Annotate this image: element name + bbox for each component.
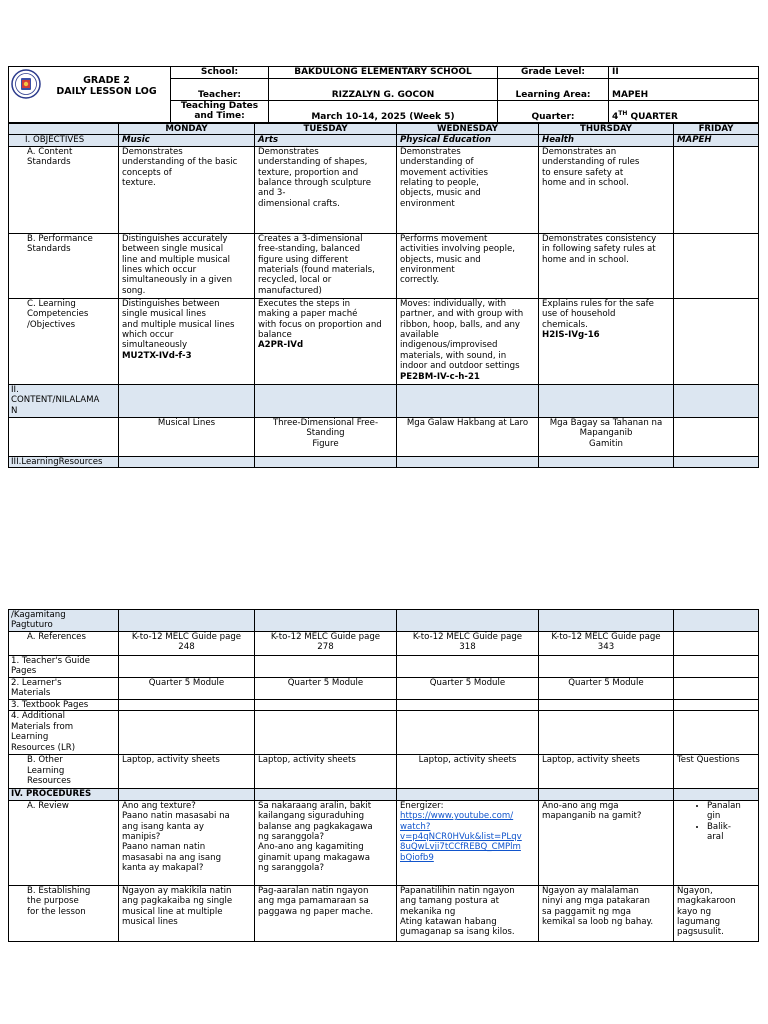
subject-health: Health [539, 135, 674, 146]
content-blank-wed [397, 384, 539, 417]
other-resources-wed: Laptop, activity sheets [397, 755, 539, 789]
content-topic-mon: Musical Lines [119, 417, 255, 456]
learners-materials-wed: Quarter 5 Module [397, 678, 539, 700]
content-standards-thu: Demonstrates an understanding of rules to ensure safety at home and in school. [539, 146, 674, 233]
other-resources-label: B. Other Learning Resources [9, 755, 119, 789]
review-fri-item: • Panalan gin [707, 801, 755, 822]
grade-level-value: II [609, 67, 759, 79]
quarter-label: Quarter: [498, 101, 609, 123]
subject-mapeh: MAPEH [674, 135, 759, 146]
am-tue [255, 711, 397, 755]
learning-area-label: Learning Area: [498, 79, 609, 101]
purpose-label: B. Establishing the purpose for the lesson [9, 885, 119, 941]
learning-area-value: MAPEH [609, 79, 759, 101]
energizer-video-link[interactable]: https://www.youtube.com/ watch? v=p4qNCR0HVuk&list=PLqv 8uQwLvji7tCCfREBQ_CMPlm bQiofb9 [400, 811, 522, 863]
tb-wed [397, 700, 539, 711]
content-standards-tue: Demonstrates understanding of shapes, texture, proportion and balance through sculpture and 3- dimensional crafts. [255, 146, 397, 233]
tg-thu [539, 656, 674, 678]
review-thu: Ano-ano ang mga mapanganib na gamit? [539, 800, 674, 885]
deped-seal-icon [11, 69, 41, 99]
content-blank-tue [255, 384, 397, 417]
competency-code-tue: A2PR-IVd [258, 340, 304, 351]
additional-materials-label: 4. Additional Materials from Learning Resources (LR) [9, 711, 119, 755]
references-thu: K-to-12 MELC Guide page 343 [539, 632, 674, 656]
corner-cell [9, 124, 119, 135]
res-blank-wed [397, 610, 539, 632]
learners-materials-fri [674, 678, 759, 700]
res-blank-thu [539, 610, 674, 632]
competency-code-thu: H2IS-IVg-16 [542, 330, 600, 341]
learners-materials-tue: Quarter 5 Module [255, 678, 397, 700]
subject-music: Music [119, 135, 255, 146]
references-wed: K-to-12 MELC Guide page 318 [397, 632, 539, 656]
day-monday: MONDAY [119, 124, 255, 135]
grade-title: GRADE 2 [83, 75, 130, 86]
purpose-tue: Pag-aaralan natin ngayon ang mga pamamaraan sa paggawa ng paper mache. [255, 885, 397, 941]
lesson-log-page-1 [8, 66, 758, 468]
procedures-label: IV. PROCEDURES [9, 789, 119, 800]
quarter-value: 4TH QUARTER [609, 101, 759, 123]
proc-blank-fri [674, 789, 759, 800]
teachers-guide-label: 1. Teacher's Guide Pages [9, 656, 119, 678]
learners-materials-mon: Quarter 5 Module [119, 678, 255, 700]
school-label: School: [171, 67, 269, 79]
title-cell [9, 67, 171, 123]
tg-fri [674, 656, 759, 678]
am-fri [674, 711, 759, 755]
review-mon: Ano ang texture? Paano natin masasabi na ang isang kanta ay manipis? Paano naman natin masasabi na ang isang kanta ay makapal? [119, 800, 255, 885]
log-title: DAILY LESSON LOG [56, 86, 157, 97]
lr-blank-thu [539, 456, 674, 467]
lr-blank-wed [397, 456, 539, 467]
purpose-thu: Ngayon ay malalaman ninyi ang mga patakaran sa paggamit ng mga kemikal sa loob ng bahay. [539, 885, 674, 941]
res-blank-mon [119, 610, 255, 632]
resources-procedures-table [8, 609, 759, 942]
res-blank-fri [674, 610, 759, 632]
purpose-fri: Ngayon, magkakaroon kayo ng lagumang pagsusulit. [674, 885, 759, 941]
content-blank-fri [674, 384, 759, 417]
proc-blank-tue [255, 789, 397, 800]
performance-standards-mon: Distinguishes accurately between single musical line and multiple musical lines which occur simultaneously in a given song. [119, 233, 255, 298]
review-fri-list [677, 801, 755, 843]
competencies-mon: Distinguishes between single musical lines and multiple musical lines which occur simultaneously MU2TX-IVd-f-3 [119, 298, 255, 384]
day-friday: FRIDAY [674, 124, 759, 135]
content-topic-thu: Mga Bagay sa Tahanan na Mapanganib Gamitin [539, 417, 674, 456]
other-resources-tue: Laptop, activity sheets [255, 755, 397, 789]
res-blank-tue [255, 610, 397, 632]
references-mon: K-to-12 MELC Guide page 248 [119, 632, 255, 656]
lr-blank-mon [119, 456, 255, 467]
tg-tue [255, 656, 397, 678]
content-topic-fri [674, 417, 759, 456]
competency-code-wed: PE2BM-IV-c-h-21 [400, 371, 480, 382]
content-standards-wed: Demonstrates understanding of movement activities relating to people, objects, music and environment [397, 146, 539, 233]
competencies-tue: Executes the steps in making a paper maché with focus on proportion and balance A2PR-IVd [255, 298, 397, 384]
tb-fri [674, 700, 759, 711]
content-standards-label: A. Content Standards [9, 146, 119, 233]
references-fri [674, 632, 759, 656]
competencies-label: C. Learning Competencies /Objectives [9, 298, 119, 384]
performance-standards-tue: Creates a 3-dimensional free-standing, balanced figure using different materials (found materials, recycled, local or manufactured) [255, 233, 397, 298]
other-resources-thu: Laptop, activity sheets [539, 755, 674, 789]
content-topic-wed: Mga Galaw Hakbang at Laro [397, 417, 539, 456]
subject-pe: Physical Education [397, 135, 539, 146]
objectives-table [8, 123, 759, 468]
tg-mon [119, 656, 255, 678]
purpose-wed: Papanatilihin natin ngayon ang tamang postura at mekanika ng Ating katawan habang gumaganap sa isang kilos. [397, 885, 539, 941]
learning-resources-label: III.LearningResources [9, 456, 119, 467]
review-fri [674, 800, 759, 885]
review-label: A. Review [9, 800, 119, 885]
teacher-name: RIZZALYN G. GOCON [269, 79, 498, 101]
lesson-log-page-2 [8, 609, 758, 942]
references-label: A. References [9, 632, 119, 656]
competencies-wed: Moves: individually, with partner, and with group with ribbon, hoop, balls, and any available indigenous/improvised materials, with sound, in indoor and outdoor settings PE2BM-IV-c-h-21 [397, 298, 539, 384]
learners-materials-thu: Quarter 5 Module [539, 678, 674, 700]
proc-blank-mon [119, 789, 255, 800]
tb-thu [539, 700, 674, 711]
dates-label: Teaching Dates and Time: [171, 101, 269, 123]
content-standards-mon: Demonstrates understanding of the basic concepts of texture. [119, 146, 255, 233]
dates-value: March 10-14, 2025 (Week 5) [269, 101, 498, 123]
tb-tue [255, 700, 397, 711]
tb-mon [119, 700, 255, 711]
content-topic-label-blank [9, 417, 119, 456]
am-mon [119, 711, 255, 755]
header-table [8, 66, 759, 123]
performance-standards-thu: Demonstrates consistency in following safety rules at home and in school. [539, 233, 674, 298]
proc-blank-thu [539, 789, 674, 800]
performance-standards-fri [674, 233, 759, 298]
school-name: BAKDULONG ELEMENTARY SCHOOL [269, 67, 498, 79]
energizer-label: Energizer: [400, 800, 444, 811]
other-resources-fri: Test Questions [674, 755, 759, 789]
tg-wed [397, 656, 539, 678]
performance-standards-label: B. Performance Standards [9, 233, 119, 298]
competencies-thu: Explains rules for the safe use of household chemicals. H2IS-IVg-16 [539, 298, 674, 384]
learners-materials-label: 2. Learner's Materials [9, 678, 119, 700]
day-thursday: THURSDAY [539, 124, 674, 135]
content-topic-tue: Three-Dimensional Free- Standing Figure [255, 417, 397, 456]
review-wed [397, 800, 539, 885]
am-thu [539, 711, 674, 755]
subject-arts: Arts [255, 135, 397, 146]
objectives-label: I. OBJECTIVES [9, 135, 119, 146]
content-blank-mon [119, 384, 255, 417]
references-tue: K-to-12 MELC Guide page 278 [255, 632, 397, 656]
competency-code-mon: MU2TX-IVd-f-3 [122, 350, 192, 361]
am-wed [397, 711, 539, 755]
grade-level-label: Grade Level: [498, 67, 609, 79]
content-standards-fri [674, 146, 759, 233]
lr-blank-tue [255, 456, 397, 467]
day-tuesday: TUESDAY [255, 124, 397, 135]
resources-cont-label: /Kagamitang Pagtuturo [9, 610, 119, 632]
lr-blank-fri [674, 456, 759, 467]
competencies-fri [674, 298, 759, 384]
purpose-mon: Ngayon ay makikila natin ang pagkakaiba ng single musical line at multiple musical lines [119, 885, 255, 941]
review-tue: Sa nakaraang aralin, bakit kailangang siguraduhing balanse ang pagkakagawa ng saranggola? Ano-ano ang kagamiting ginamit upang makagawa ng saranggola? [255, 800, 397, 885]
content-blank-thu [539, 384, 674, 417]
content-label: II. CONTENT/NILALAMA N [9, 384, 119, 417]
proc-blank-wed [397, 789, 539, 800]
performance-standards-wed: Performs movement activities involving people, objects, music and environment correctly. [397, 233, 539, 298]
day-wednesday: WEDNESDAY [397, 124, 539, 135]
teacher-label: Teacher: [171, 79, 269, 101]
review-fri-item: • Balik- aral [707, 822, 755, 843]
textbook-label: 3. Textbook Pages [9, 700, 119, 711]
other-resources-mon: Laptop, activity sheets [119, 755, 255, 789]
